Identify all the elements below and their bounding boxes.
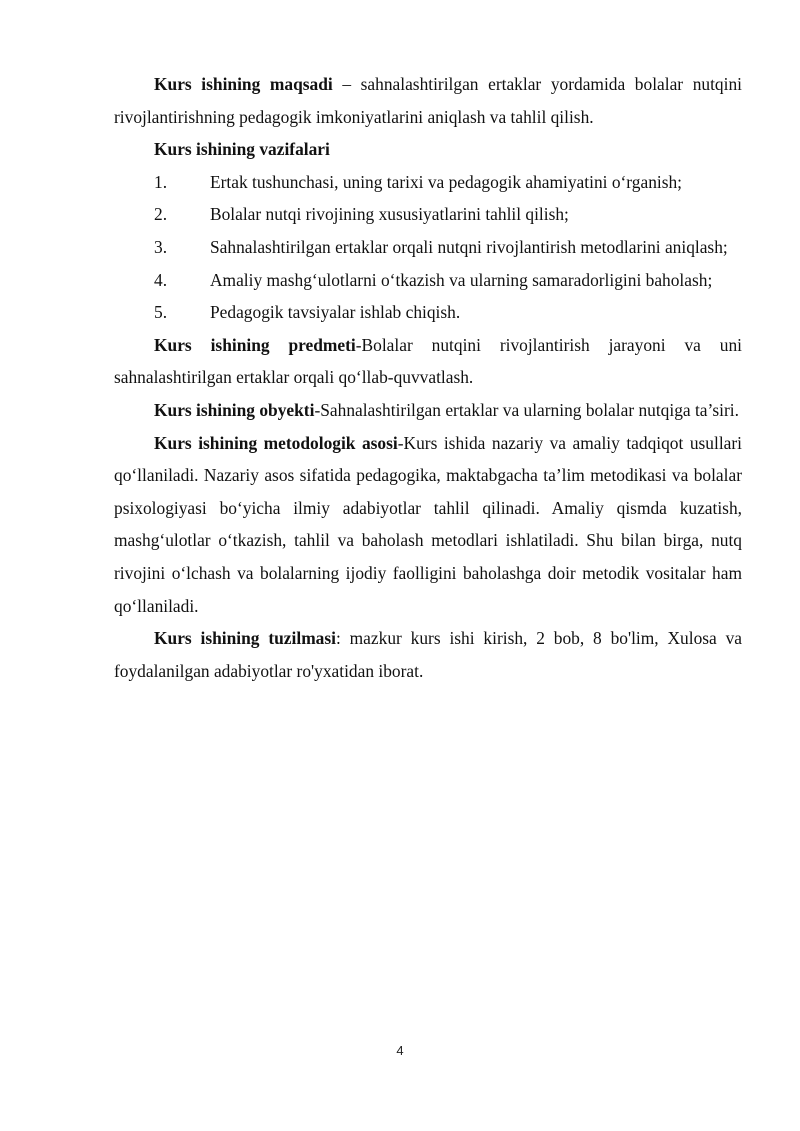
paragraph-metodologik (114, 427, 742, 623)
list-number: 5. (154, 302, 168, 323)
tuzilma-text: : mazkur kurs ishi kirish, 2 bob, 8 bo'lim, Xulosa va foydalanilgan adabiyotlar ro'yxatidan iborat. (114, 628, 743, 681)
maqsad-text: – sahnalashtirilgan ertaklar yordamida bolalar nutqini rivojlantirishning pedagogik imkoniyatlarini aniqlash va tahlil qilish. (114, 74, 742, 127)
metodologik-text: -Kurs ishida nazariy va amaliy tadqiqot usullari qo‘llaniladi. Nazariy asos sifatida pedagogika, maktabgacha ta’lim metodikasi va bolalar psixologiyasi bo‘yicha ilmiy adabiyotlar tahlil qilinadi. Amaliy qismda kuzatish, mashg‘ulotlar o‘tkazish, tahlil va baholash metodlari ishlatiladi. Shu bilan birga, nutq rivojini o‘lchash va bolalarning ijodiy faolligini baholashga doir metodik vositalar ham qo‘llaniladi. (114, 432, 742, 616)
list-item (114, 296, 742, 329)
list-item (114, 264, 742, 297)
maqsad-label: Kurs ishining maqsadi (154, 74, 333, 94)
predmet-label: Kurs ishining predmeti (154, 334, 356, 355)
paragraph-tuzilma (114, 622, 742, 687)
paragraph-predmet (114, 329, 742, 394)
list-item (114, 198, 742, 231)
list-number: 3. (154, 236, 168, 257)
list-text: Sahnalashtirilgan ertaklar orqali nutqni rivojlantirish metodlarini aniqlash; (210, 236, 728, 257)
list-text: Ertak tushunchasi, uning tarixi va pedagogik ahamiyatini o‘rganish; (210, 171, 683, 192)
obyekt-text: -Sahnalashtirilgan ertaklar va ularning bolalar nutqiga ta’siri. (314, 399, 739, 420)
obyekt-label: Kurs ishining obyekti (154, 399, 315, 420)
paragraph-obyekt (114, 394, 742, 427)
vazifalar-heading: Kurs ishining vazifalari (154, 139, 330, 160)
predmet-text: -Bolalar nutqini rivojlantirish jarayoni va uni sahnalashtirilgan ertaklar orqali qo‘llab-quvvatlash. (114, 334, 742, 388)
list-number: 2. (154, 204, 168, 225)
list-text: Bolalar nutqi rivojining xususiyatlarini tahlil qilish; (210, 204, 569, 225)
list-item (114, 231, 742, 264)
metodologik-label: Kurs ishining metodologik asosi (154, 432, 398, 453)
tuzilma-label: Kurs ishining tuzilmasi (154, 628, 336, 649)
list-number: 1. (154, 171, 168, 192)
document-body (114, 68, 742, 687)
list-text: Pedagogik tavsiyalar ishlab chiqish. (210, 302, 461, 323)
paragraph-maqsad (114, 68, 742, 133)
page-number: 4 (396, 1043, 404, 1058)
list-text: Amaliy mashg‘ulotlarni o‘tkazish va ularning samaradorligini baholash; (210, 269, 713, 290)
list-number: 4. (154, 269, 168, 290)
list-item (114, 166, 742, 199)
